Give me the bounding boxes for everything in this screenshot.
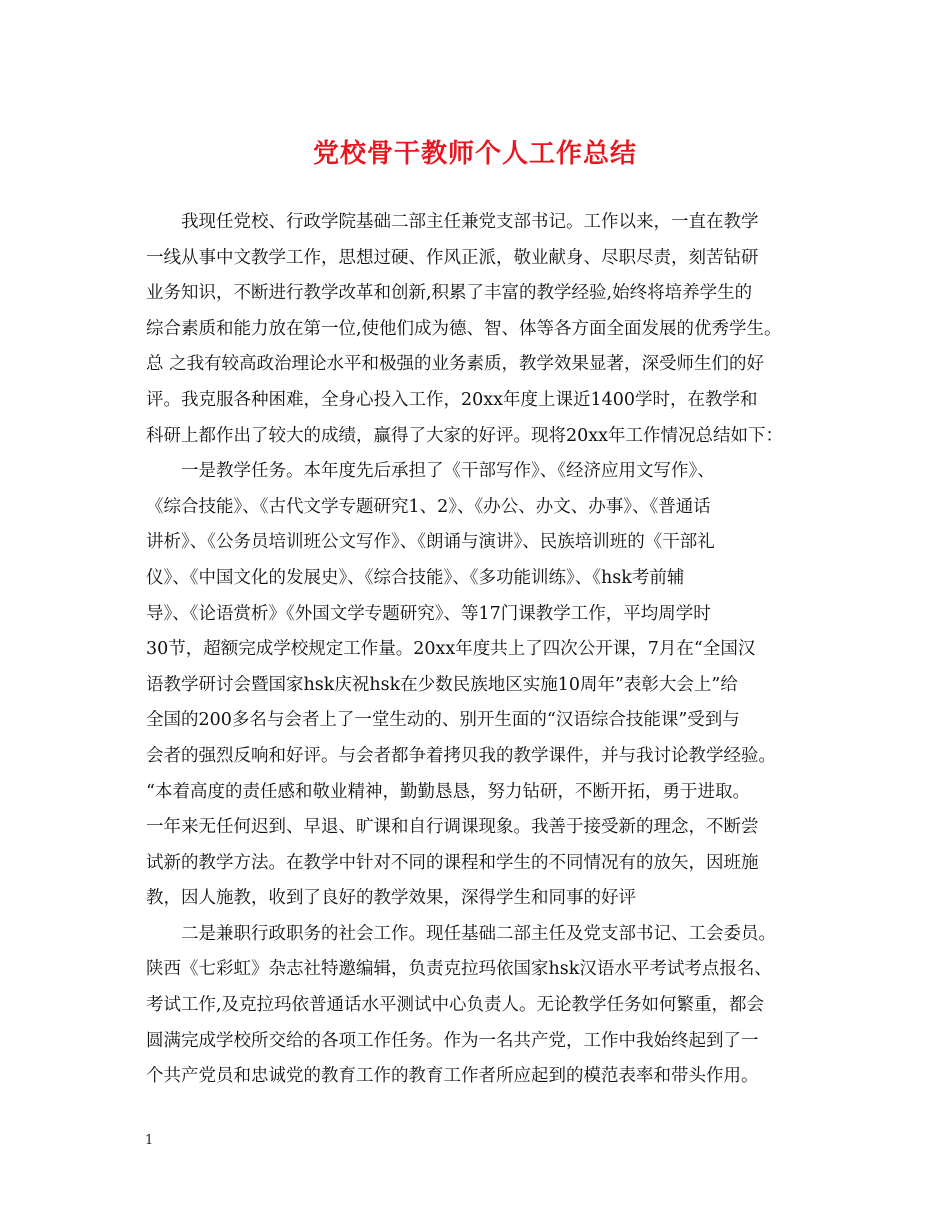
page-number: 1 [145, 1133, 154, 1148]
text-line: 科研上都作出了较大的成绩，赢得了大家的好评。现将20xx年工作情况总结如下： [146, 425, 784, 446]
document-body [146, 205, 810, 1095]
text-line: 我现任党校、行政学院基础二部主任兼党支部书记。工作以来，一直在教学 [181, 212, 759, 232]
text-line: “本着高度的责任感和敬业精神，勤勤恳恳，努力钻研，不断开拓，勇于进取。 [146, 781, 750, 802]
text-line: 业务知识，不断进行教学改革和创新,积累了丰富的教学经验,始终将培养学生的 [146, 283, 753, 304]
text-line: 总 之我有较高政治理论水平和极强的业务素质，教学效果显著，深受师生们的好 [146, 354, 765, 375]
text-line: 仪》、《中国文化的发展史》、《综合技能》、《多功能训练》、《hsk考前辅 [146, 567, 685, 588]
text-line: 导》、《论语赏析》《外国文学专题研究》、等17门课教学工作，平均周学时 [146, 603, 711, 624]
text-line: 讲析》、《公务员培训班公文写作》、《朗诵与演讲》、民族培训班的《干部礼 [146, 532, 715, 553]
text-line: 30节，超额完成学校规定工作量。20xx年度共上了四次公开课，7月在“全国汉 [146, 639, 756, 660]
text-line: 一年来无任何迟到、早退、旷课和自行调课现象。我善于接受新的理念，不断尝 [146, 817, 759, 838]
text-line: 评。我克服各种困难，全身心投入工作，20xx年度上课近1400学时，在教学和 [146, 389, 758, 410]
text-line: 个共产党员和忠诚党的教育工作的教育工作者所应起到的模范表率和带头作用。 [146, 1066, 759, 1087]
text-line: 语教学研讨会暨国家hsk庆祝hsk在少数民族地区实施10周年”表彰大会上”给 [146, 674, 738, 695]
text-line: 教，因人施教，收到了良好的教学效果，深得学生和同事的好评 [146, 888, 636, 909]
text-line: 考试工作,及克拉玛依普通话水平测试中心负责人。无论教学任务如何繁重，都会 [146, 995, 765, 1016]
text-line: 试新的教学方法。在教学中针对不同的课程和学生的不同情况有的放矢，因班施 [146, 852, 759, 873]
text-line: 二是兼职行政职务的社会工作。现任基础二部主任及党支部书记、工会委员。 [181, 923, 776, 944]
text-line: 陕西《七彩虹》杂志社特邀编辑，负责克拉玛依国家hsk汉语水平考试考点报名、 [146, 959, 772, 980]
text-line: 一线从事中文教学工作，思想过硬、作风正派，敬业献身、尽职尽责，刻苦钻研 [146, 247, 759, 268]
document-title: 党校骨干教师个人工作总结 [312, 139, 637, 169]
text-line: 《综合技能》、《古代文学专题研究1、2》、《办公、办文、办事》、《普通话 [146, 496, 711, 517]
text-line: 全国的200多名与会者上了一堂生动的、别开生面的“汉语综合技能课”受到与 [146, 710, 740, 731]
text-line: 会者的强烈反响和好评。与会者都争着拷贝我的教学课件，并与我讨论教学经验。 [146, 745, 776, 766]
text-line: 圆满完成学校所交给的各项工作任务。作为一名共产党，工作中我始终起到了一 [146, 1030, 759, 1051]
text-line: 综合素质和能力放在第一位,使他们成为德、智、体等各方面全面发展的优秀学生。 [146, 318, 782, 339]
text-line: 一是教学任务。本年度先后承担了《干部写作》、《经济应用文写作》、 [181, 461, 715, 482]
